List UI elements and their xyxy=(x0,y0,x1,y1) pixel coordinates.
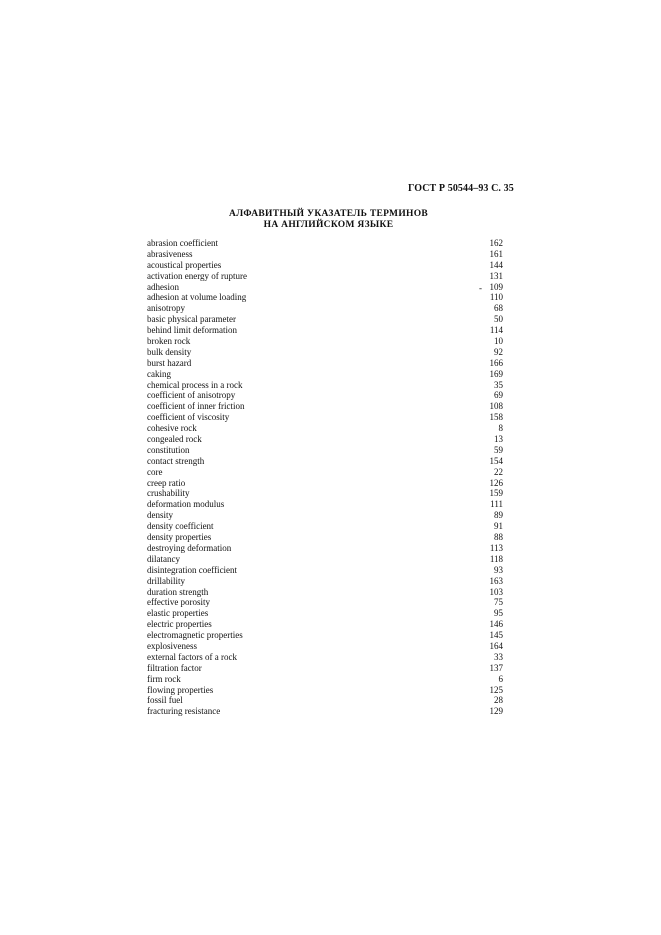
entry-term: effective porosity xyxy=(147,597,211,608)
index-title-line-1: АЛФАВИТНЫЙ УКАЗАТЕЛЬ ТЕРМИНОВ xyxy=(228,209,429,219)
entry-number: 154 xyxy=(489,455,503,466)
index-entry xyxy=(147,499,503,510)
index-entry xyxy=(147,565,503,576)
entry-term: density properties xyxy=(147,532,212,543)
entry-term: deformation modulus xyxy=(147,499,225,510)
index-entry xyxy=(147,380,503,391)
index-entry xyxy=(147,641,503,652)
entry-number: 118 xyxy=(489,553,503,564)
entry-number: 125 xyxy=(489,684,503,695)
entry-number: 110 xyxy=(489,292,503,303)
entry-term: chemical process in a rock xyxy=(147,379,243,390)
entry-number: 161 xyxy=(489,248,503,259)
entry-number: 158 xyxy=(489,412,503,423)
entry-number: 145 xyxy=(489,630,503,641)
entry-number: 126 xyxy=(489,477,503,488)
index-entry xyxy=(147,488,503,499)
entry-number: 131 xyxy=(489,270,503,281)
index-entry xyxy=(147,303,503,314)
entry-term: abrasiveness xyxy=(147,248,193,259)
index-entry xyxy=(147,314,503,325)
entry-number: 169 xyxy=(489,368,503,379)
index-entry xyxy=(147,478,503,489)
entry-term: coefficient of anisotropy xyxy=(147,390,236,401)
entry-term: dilatancy xyxy=(147,553,180,564)
index-entry xyxy=(147,674,503,685)
entry-number: 50 xyxy=(494,314,503,325)
entry-number: 111 xyxy=(490,499,503,510)
entry-term: burst hazard xyxy=(147,357,192,368)
entry-number: 88 xyxy=(494,532,503,543)
index-entry xyxy=(147,587,503,598)
entry-number: 166 xyxy=(489,357,503,368)
entry-number: 164 xyxy=(489,640,503,651)
index-entry xyxy=(147,423,503,434)
entry-term: acoustical properties xyxy=(147,259,222,270)
index-entry xyxy=(147,467,503,478)
entry-term: bulk density xyxy=(147,346,192,357)
index-entry xyxy=(147,543,503,554)
entry-term: explosiveness xyxy=(147,640,197,651)
index-entry xyxy=(147,412,503,423)
entry-number: 103 xyxy=(489,586,503,597)
entry-number: 10 xyxy=(494,336,503,347)
page-header: ГОСТ Р 50544–93 С. 35 xyxy=(408,183,514,194)
entry-term: creep ratio xyxy=(147,477,186,488)
index-entry xyxy=(147,445,503,456)
entry-term: activation energy of rupture xyxy=(147,270,248,281)
entry-number: 114 xyxy=(489,325,503,336)
entry-number: 6 xyxy=(498,673,503,684)
entry-number: 68 xyxy=(494,303,503,314)
entry-term: density xyxy=(147,510,173,521)
entry-term: contact strength xyxy=(147,455,205,466)
entry-number: 91 xyxy=(494,521,503,532)
entry-term: firm rock xyxy=(147,673,181,684)
entry-term: density coefficient xyxy=(147,521,214,532)
entry-term: anisotropy xyxy=(147,303,185,314)
entry-number: 75 xyxy=(494,597,503,608)
term-index-list xyxy=(147,238,503,717)
index-entry xyxy=(147,652,503,663)
entry-number: 89 xyxy=(494,510,503,521)
entry-term: core xyxy=(147,466,163,477)
entry-term: constitution xyxy=(147,444,190,455)
entry-term: fossil fuel xyxy=(147,695,183,706)
index-entry xyxy=(147,325,503,336)
entry-term: duration strength xyxy=(147,586,209,597)
index-entry xyxy=(147,706,503,717)
entry-term: drillability xyxy=(147,575,185,586)
entry-term: cohesive rock xyxy=(147,423,197,434)
entry-number: 113 xyxy=(489,542,503,553)
entry-number: 95 xyxy=(494,608,503,619)
index-entry xyxy=(147,260,503,271)
index-entry xyxy=(147,663,503,674)
index-entry xyxy=(147,249,503,260)
entry-number: 92 xyxy=(494,346,503,357)
entry-term: congealed rock xyxy=(147,434,202,445)
entry-term: broken rock xyxy=(147,336,191,347)
index-title-line-2: НА АНГЛИЙСКОМ ЯЗЫКЕ xyxy=(263,220,394,230)
entry-number: 8 xyxy=(498,423,503,434)
entry-term: abrasion coefficient xyxy=(147,238,219,248)
entry-term: coefficient of viscosity xyxy=(147,412,230,423)
index-entry xyxy=(147,390,503,401)
index-entry xyxy=(147,510,503,521)
entry-term: destroying deformation xyxy=(147,542,232,553)
index-entry xyxy=(147,336,503,347)
entry-number: 137 xyxy=(489,662,503,673)
entry-term: fracturing resistance xyxy=(147,706,221,717)
index-entry xyxy=(147,347,503,358)
entry-term: behind limit deformation xyxy=(147,325,237,336)
entry-term: electric properties xyxy=(147,619,212,630)
entry-mark: - xyxy=(479,282,482,293)
entry-number: 22 xyxy=(494,466,503,477)
index-entry xyxy=(147,271,503,282)
entry-term: electromagnetic properties xyxy=(147,630,243,641)
index-title xyxy=(0,209,661,231)
entry-number: 59 xyxy=(494,444,503,455)
index-entry xyxy=(147,521,503,532)
entry-number: 35 xyxy=(494,379,503,390)
entry-term: flowing properties xyxy=(147,684,214,695)
index-entry xyxy=(147,630,503,641)
index-entry xyxy=(147,619,503,630)
entry-number: 108 xyxy=(489,401,503,412)
index-entry xyxy=(147,456,503,467)
entry-number: 28 xyxy=(494,695,503,706)
entry-term: elastic properties xyxy=(147,608,209,619)
index-entry xyxy=(147,695,503,706)
entry-term: adhesion xyxy=(147,281,179,292)
entry-number: 129 xyxy=(489,706,503,717)
entry-term: external factors of a rock xyxy=(147,651,237,662)
entry-number: 13 xyxy=(494,434,503,445)
index-entry xyxy=(147,597,503,608)
entry-number: 162 xyxy=(489,238,503,248)
index-entry xyxy=(147,434,503,445)
index-entry xyxy=(147,358,503,369)
index-entry xyxy=(147,282,503,293)
index-entry xyxy=(147,576,503,587)
entry-number: 33 xyxy=(494,651,503,662)
entry-number: 109 xyxy=(489,281,503,292)
entry-number: 159 xyxy=(489,488,503,499)
entry-term: basic physical parameter xyxy=(147,314,236,325)
index-entry xyxy=(147,532,503,543)
index-entry xyxy=(147,238,503,249)
index-entry xyxy=(147,554,503,565)
index-entry xyxy=(147,608,503,619)
index-entry xyxy=(147,292,503,303)
entry-number: 144 xyxy=(489,259,503,270)
index-entry xyxy=(147,685,503,696)
entry-number: 163 xyxy=(489,575,503,586)
entry-term: caking xyxy=(147,368,171,379)
entry-term: disintegration coefficient xyxy=(147,564,238,575)
entry-number: 69 xyxy=(494,390,503,401)
entry-number: 146 xyxy=(489,619,503,630)
entry-number: 93 xyxy=(494,564,503,575)
entry-term: filtration factor xyxy=(147,662,202,673)
index-entry xyxy=(147,369,503,380)
entry-term: adhesion at volume loading xyxy=(147,292,247,303)
entry-term: coefficient of inner friction xyxy=(147,401,245,412)
index-entry xyxy=(147,401,503,412)
entry-term: crushability xyxy=(147,488,190,499)
